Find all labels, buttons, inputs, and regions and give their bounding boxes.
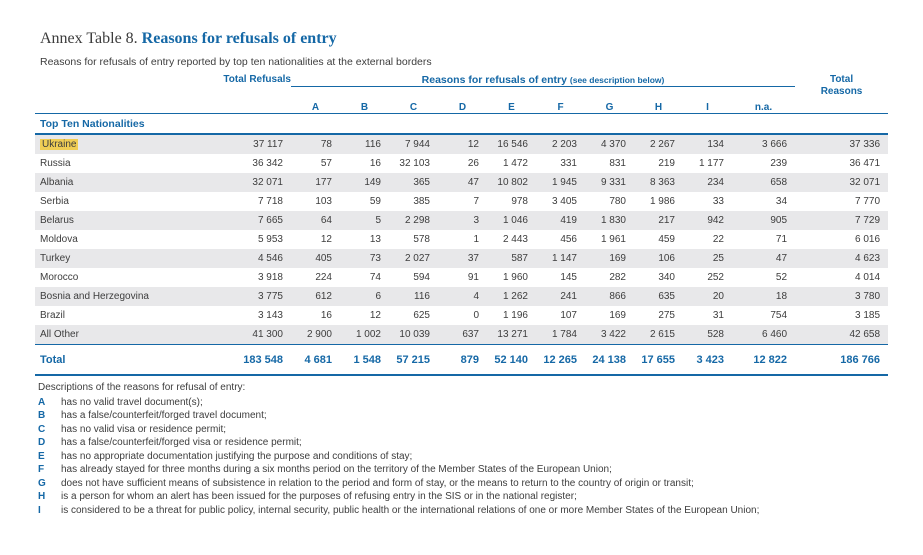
- table-cell: 47: [732, 249, 795, 268]
- footnote-item: [38, 490, 898, 504]
- footnote-text: does not have sufficient means of subsistence in relation to the period and form of stay, or the means to return to the country of origin or transit;: [61, 477, 694, 489]
- table-row: [35, 173, 888, 192]
- nationality-cell: Belarus: [35, 211, 215, 230]
- footnote-key: G: [38, 477, 46, 489]
- total-cell: 12 265: [536, 345, 585, 376]
- table-cell: 1 472: [502, 158, 528, 169]
- table-row: [35, 134, 888, 154]
- nationality-cell: Albania: [35, 173, 215, 192]
- table-row: [35, 268, 888, 287]
- table-cell: 145: [560, 272, 577, 283]
- nationality-cell: Serbia: [40, 196, 69, 207]
- table-cell: 107: [560, 310, 577, 321]
- total-cell: 3 423: [683, 345, 732, 376]
- table-cell: 37: [438, 249, 487, 268]
- column-header-D: D: [438, 87, 487, 114]
- table-cell: 587: [487, 249, 536, 268]
- table-cell: 177: [291, 173, 340, 192]
- footnote-text: is a person for whom an alert has been issued for the purposes of refusing entry in the SIS or in the national register;: [61, 491, 577, 502]
- table-cell: 905: [732, 211, 795, 230]
- column-header-H: H: [634, 87, 683, 114]
- nationality-cell: [35, 134, 215, 154]
- table-cell: 12: [369, 310, 381, 321]
- table-title: Reasons for refusals of entry: [141, 30, 337, 47]
- table-cell: 106: [634, 249, 683, 268]
- total-reasons-line1: Total: [829, 74, 854, 85]
- total-cell: 52 140: [487, 345, 536, 376]
- table-cell: 637: [438, 325, 487, 345]
- footnote-text: has no valid travel document(s);: [61, 396, 203, 408]
- table-cell: 2 027: [389, 249, 438, 268]
- table-cell: 32 103: [399, 158, 430, 169]
- table-cell: 12: [320, 234, 332, 245]
- footnote-key: I: [38, 504, 41, 516]
- table-cell: 149: [340, 173, 389, 192]
- table-cell: 3 143: [257, 310, 283, 321]
- table-cell: 1 961: [600, 234, 626, 245]
- table-cell: 7 718: [257, 196, 283, 207]
- table-body: [35, 134, 888, 345]
- table-row: [35, 306, 888, 325]
- table-cell: 103: [315, 196, 332, 207]
- table-cell: 3 666: [732, 134, 795, 154]
- footnote-key: C: [38, 423, 46, 435]
- table-cell: 7 729: [795, 211, 888, 230]
- table-cell: 7 944: [389, 134, 438, 154]
- table-cell: 20: [683, 287, 732, 306]
- table-cell: 116: [340, 134, 389, 154]
- table-cell: 866: [585, 287, 634, 306]
- table-cell: 134: [683, 134, 732, 154]
- footnote-item: [38, 477, 898, 491]
- table-cell: 34: [775, 196, 788, 207]
- table-cell: 217: [634, 211, 683, 230]
- table-cell: 2 203: [536, 134, 585, 154]
- nationality-cell: Bosnia and Herzegovina: [35, 287, 215, 306]
- total-refusals-header: Total Refusals: [215, 74, 291, 114]
- table-cell: 52: [775, 272, 788, 283]
- page-title: [40, 30, 337, 48]
- table-cell: 1 830: [585, 211, 634, 230]
- table-footer: [35, 345, 888, 376]
- table-cell: 3 405: [551, 196, 577, 207]
- table-cell: 64: [291, 211, 340, 230]
- table-cell: 419: [536, 211, 585, 230]
- refusals-table: [35, 74, 888, 376]
- table-cell: 234: [683, 173, 732, 192]
- table-cell: 57: [320, 158, 332, 169]
- total-cell: 57 215: [389, 345, 438, 376]
- table-cell: 37 336: [795, 134, 888, 154]
- table-row: [35, 287, 888, 306]
- table-row: [35, 230, 888, 249]
- table-cell: 4 370: [585, 134, 634, 154]
- table-cell: 73: [340, 249, 389, 268]
- column-header-na: n.a.: [732, 87, 795, 114]
- table-cell: 459: [658, 234, 675, 245]
- footnote-text: has a false/counterfeit/forged travel document;: [61, 410, 267, 421]
- table-row: [35, 211, 888, 230]
- column-header-A: A: [291, 87, 340, 114]
- table-cell: 4 623: [795, 249, 888, 268]
- table-cell: 2 615: [634, 325, 683, 345]
- table-cell: 33: [712, 196, 724, 207]
- table-cell: 5: [340, 211, 389, 230]
- table-cell: 32 071: [215, 173, 291, 192]
- reasons-group-header: [291, 74, 795, 87]
- table-cell: 25: [683, 249, 732, 268]
- table-cell: 8 363: [634, 173, 683, 192]
- footnote-text: has a false/counterfeit/forged visa or residence permit;: [61, 437, 302, 448]
- footnote-item: [38, 409, 898, 423]
- table-cell: 978: [511, 196, 528, 207]
- nationality-cell: Moldova: [40, 234, 78, 245]
- table-cell: 4: [438, 287, 487, 306]
- table-cell: 2 900: [291, 325, 340, 345]
- footnotes-heading: Descriptions of the reasons for refusal of entry:: [38, 382, 246, 393]
- table-cell: 36 342: [252, 158, 283, 169]
- table-cell: 754: [770, 310, 788, 321]
- table-cell: 6: [340, 287, 389, 306]
- table-cell: 6 016: [855, 234, 881, 245]
- reasons-group-note: (see description below): [569, 75, 665, 85]
- total-refusals-total: 183 548: [215, 345, 291, 376]
- table-cell: 1 986: [649, 196, 675, 207]
- footnote-text: has no valid visa or residence permit;: [61, 423, 227, 435]
- total-row-label: Total: [35, 345, 215, 376]
- table-cell: 2 267: [634, 134, 683, 154]
- table-cell: 71: [775, 234, 788, 245]
- table-row: [35, 154, 888, 173]
- total-cell: 879: [438, 345, 487, 376]
- total-cell: 186 766: [795, 345, 888, 376]
- table-cell: 1 046: [487, 211, 536, 230]
- table-cell: 13 271: [487, 325, 536, 345]
- table-cell: 331: [560, 158, 577, 169]
- footnote-key: H: [38, 491, 46, 502]
- column-header-I: I: [683, 87, 732, 114]
- total-reasons-line2: Reasons: [820, 86, 863, 97]
- table-cell: 5 953: [257, 234, 283, 245]
- table-cell: 578: [413, 234, 430, 245]
- table-cell: 74: [369, 272, 381, 283]
- footnote-key: A: [38, 396, 46, 408]
- table-cell: 219: [658, 158, 675, 169]
- table-cell: 37 117: [215, 134, 291, 154]
- table-cell: 59: [369, 196, 381, 207]
- nationality-column-header: [35, 74, 215, 114]
- table-cell: 635: [634, 287, 683, 306]
- table-cell: 22: [712, 234, 724, 245]
- footnote-key: E: [38, 450, 45, 462]
- table-cell: 169: [609, 310, 626, 321]
- table-cell: 3: [438, 211, 487, 230]
- table-cell: 241: [536, 287, 585, 306]
- footnote-list: [38, 396, 898, 518]
- table-cell: 365: [389, 173, 438, 192]
- total-cell: 24 138: [585, 345, 634, 376]
- table-cell: 16: [320, 310, 332, 321]
- table-cell: 41 300: [215, 325, 291, 345]
- reasons-group-title: Reasons for refusals of entry: [421, 74, 567, 86]
- table-cell: 0: [473, 310, 479, 321]
- table-cell: 13: [369, 234, 381, 245]
- table-cell: 1 147: [536, 249, 585, 268]
- table-cell: 6 460: [732, 325, 795, 345]
- table-cell: 1: [473, 234, 479, 245]
- table-cell: 7: [473, 196, 479, 207]
- total-cell: 17 655: [634, 345, 683, 376]
- table-cell: 1 945: [536, 173, 585, 192]
- column-header-G: G: [585, 87, 634, 114]
- table-cell: 282: [609, 272, 626, 283]
- table-cell: 3 918: [257, 272, 283, 283]
- footnote-key: B: [38, 410, 46, 421]
- table-cell: 1 960: [502, 272, 528, 283]
- table-cell: 780: [609, 196, 626, 207]
- table-cell: 1 262: [487, 287, 536, 306]
- table-cell: 3 185: [855, 310, 881, 321]
- table-number-label: Annex Table 8.: [40, 30, 138, 47]
- footnote-key: D: [38, 437, 46, 448]
- footnote-item: [38, 396, 898, 410]
- nationality-cell: Turkey: [35, 249, 215, 268]
- section-header-row: [35, 114, 888, 135]
- footnote-text: is considered to be a threat for public policy, internal security, public health or the international relations of one or more Member States of the European Union;: [61, 504, 760, 516]
- table-cell: 116: [389, 287, 438, 306]
- total-reasons-header: [795, 74, 888, 114]
- table-row: [35, 325, 888, 345]
- nationality-cell: Brazil: [40, 310, 66, 321]
- table-cell: 12: [438, 134, 487, 154]
- table-cell: 1 177: [698, 158, 724, 169]
- table-cell: 275: [658, 310, 675, 321]
- table-cell: 4 546: [215, 249, 291, 268]
- table-cell: 3 422: [585, 325, 634, 345]
- table-cell: 169: [585, 249, 634, 268]
- table-cell: 78: [291, 134, 340, 154]
- nationality-cell: Morocco: [40, 272, 79, 283]
- table-cell: 91: [467, 272, 479, 283]
- section-label: Top Ten Nationalities: [35, 114, 888, 135]
- table-cell: 32 071: [795, 173, 888, 192]
- footnotes: [38, 381, 898, 517]
- footnote-item: [38, 423, 898, 437]
- table-cell: 1 784: [536, 325, 585, 345]
- table-cell: 3 780: [795, 287, 888, 306]
- total-row: [35, 345, 888, 376]
- table-cell: 16 546: [487, 134, 536, 154]
- table-cell: 528: [683, 325, 732, 345]
- column-header-B: B: [340, 87, 389, 114]
- table-cell: 942: [683, 211, 732, 230]
- table-cell: 47: [438, 173, 487, 192]
- table-subtitle: Reasons for refusals of entry reported by top ten nationalities at the external borders: [40, 56, 432, 68]
- table-cell: 340: [658, 272, 675, 283]
- table-cell: 31: [712, 310, 724, 321]
- table-cell: 239: [770, 158, 788, 169]
- table-cell: 612: [291, 287, 340, 306]
- table-cell: 2 298: [389, 211, 438, 230]
- table-cell: 1 002: [340, 325, 389, 345]
- column-header-C: C: [389, 87, 438, 114]
- table-row: [35, 249, 888, 268]
- table-cell: 456: [560, 234, 577, 245]
- table-cell: 2 443: [502, 234, 528, 245]
- table-row: [35, 192, 888, 211]
- table-cell: 658: [732, 173, 795, 192]
- table-cell: 252: [707, 272, 724, 283]
- table-cell: 26: [467, 158, 479, 169]
- total-cell: 4 681: [291, 345, 340, 376]
- table-cell: 10 039: [389, 325, 438, 345]
- total-cell: 1 548: [340, 345, 389, 376]
- table-cell: 42 658: [795, 325, 888, 345]
- table-cell: 405: [291, 249, 340, 268]
- total-cell: 12 822: [732, 345, 795, 376]
- footnote-item: [38, 463, 898, 477]
- table-cell: 18: [732, 287, 795, 306]
- nationality-cell: All Other: [35, 325, 215, 345]
- footnote-key: F: [38, 464, 45, 475]
- table-cell: 36 471: [849, 158, 881, 169]
- footnote-text: has already stayed for three months during a six months period on the territory of the Member States of the European Union;: [61, 464, 612, 475]
- table-cell: 831: [609, 158, 626, 169]
- table-header: [35, 74, 888, 134]
- table-cell: 1 196: [502, 310, 528, 321]
- table-cell: 625: [413, 310, 430, 321]
- table-cell: 224: [315, 272, 332, 283]
- table-cell: 16: [369, 158, 381, 169]
- table-cell: 3 775: [215, 287, 291, 306]
- column-header-F: F: [536, 87, 585, 114]
- footnote-item: [38, 504, 898, 518]
- table-cell: 10 802: [487, 173, 536, 192]
- table-cell: 385: [413, 196, 430, 207]
- column-header-E: E: [487, 87, 536, 114]
- header-row-groups: [35, 74, 888, 87]
- highlighted-nationality: Ukraine: [42, 139, 77, 150]
- footnote-text: has no appropriate documentation justifying the purpose and conditions of stay;: [61, 450, 413, 462]
- table-cell: 7 665: [215, 211, 291, 230]
- footnote-item: [38, 450, 898, 464]
- table-cell: 4 014: [855, 272, 881, 283]
- footnote-item: [38, 436, 898, 450]
- nationality-cell: Russia: [40, 158, 71, 169]
- table-cell: 9 331: [585, 173, 634, 192]
- table-cell: 7 770: [855, 196, 881, 207]
- table-cell: 594: [413, 272, 430, 283]
